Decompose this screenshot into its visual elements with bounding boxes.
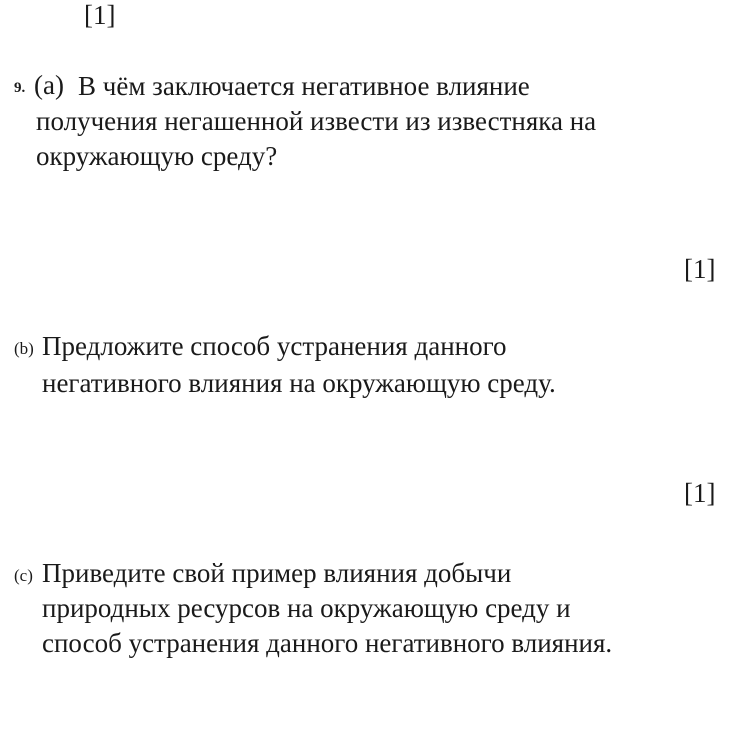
part-b-line-1: Предложите способ устранения данного (42, 331, 507, 361)
part-c-line-3: способ устранения данного негативного влияния. (42, 628, 613, 658)
mark-allocation-part-b: [1] (684, 478, 716, 508)
part-a-label: (a) (34, 70, 64, 100)
mark-allocation-part-a: [1] (684, 254, 716, 284)
mark-allocation-top: [1] (84, 0, 116, 30)
question-number: 9. (14, 80, 26, 96)
part-b-line-2: негативного влияния на окружающую среду. (42, 368, 556, 398)
part-a-line-3: окружающую среду? (36, 141, 278, 171)
part-a-line-1: В чём заключается негативное влияние (78, 71, 530, 101)
part-a-line-2: получения негашенной извести из известняка на (36, 106, 597, 136)
part-c-line-2: природных ресурсов на окружающую среду и (42, 593, 571, 623)
part-c-line-1: Приведите свой пример влияния добычи (42, 558, 512, 588)
part-b-label: (b) (14, 339, 34, 358)
part-c-label: (c) (14, 566, 33, 585)
